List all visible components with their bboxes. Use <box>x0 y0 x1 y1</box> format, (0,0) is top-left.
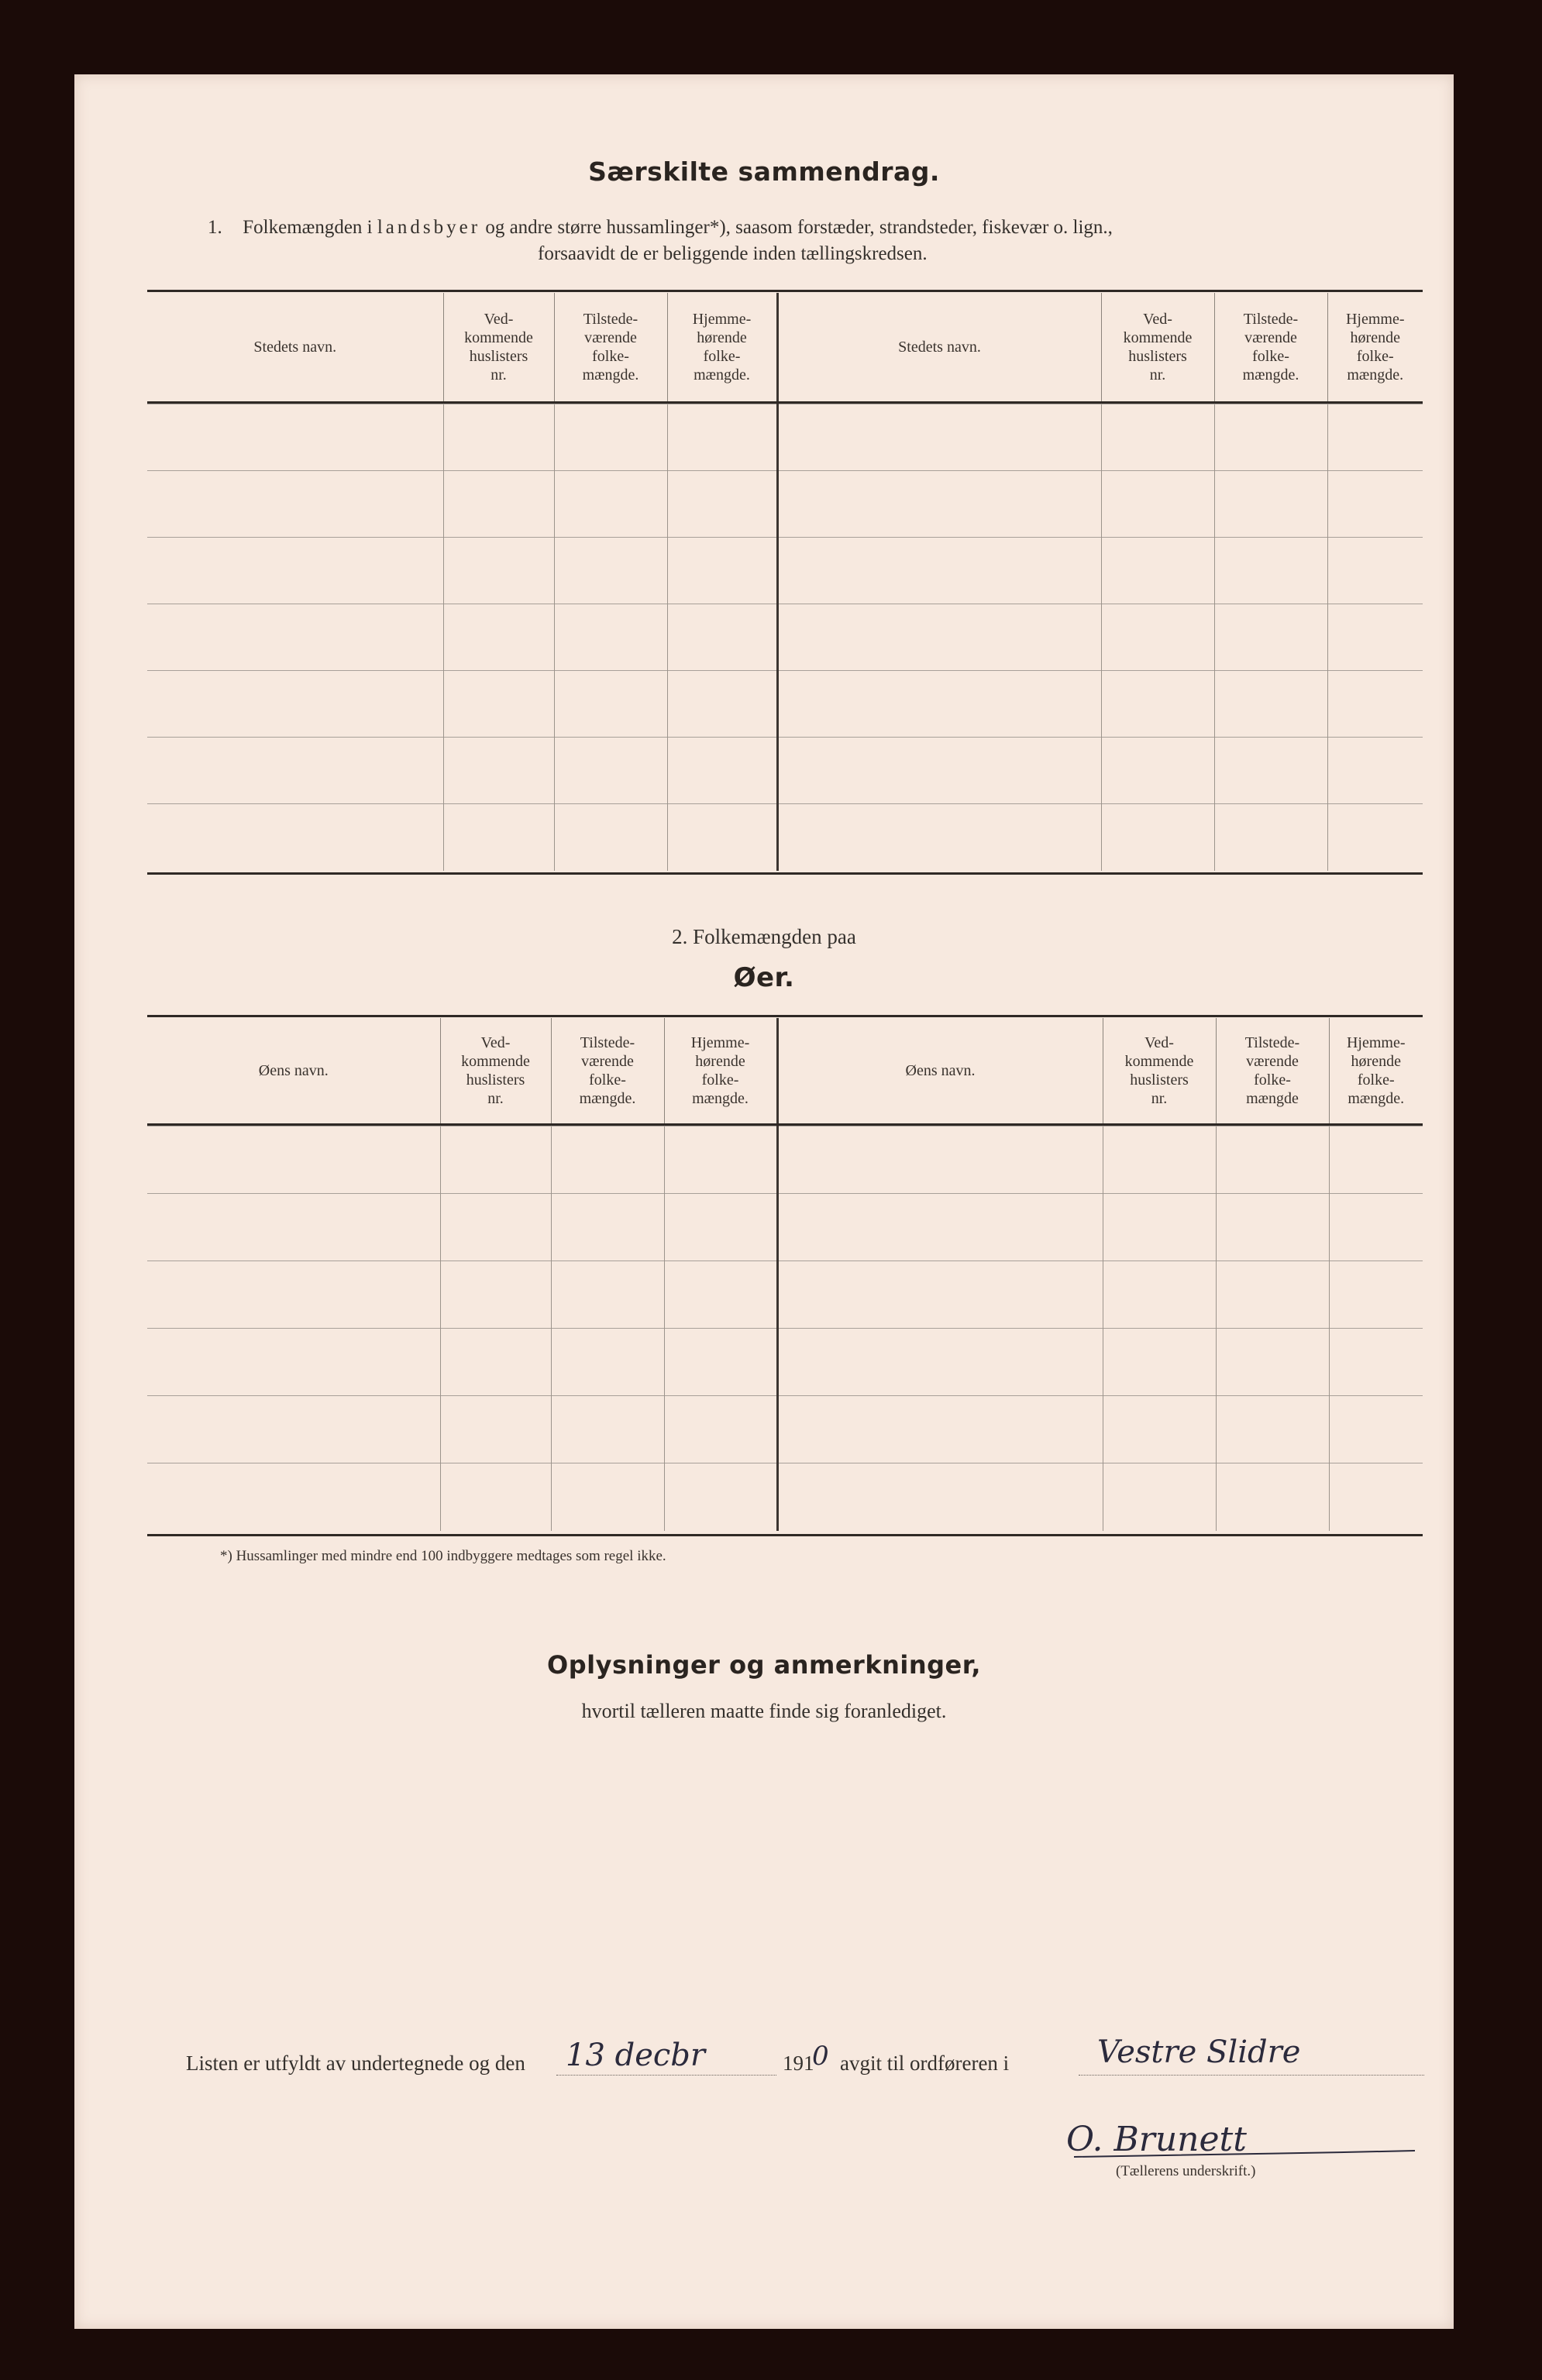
table1-body <box>147 404 1423 871</box>
table-cell[interactable] <box>1327 738 1423 804</box>
column-header-text: Øens navn. <box>905 1062 976 1079</box>
table-cell[interactable] <box>667 471 777 538</box>
table-cell[interactable] <box>147 1329 440 1396</box>
table-cell[interactable] <box>667 738 777 804</box>
table-cell[interactable] <box>443 604 554 671</box>
table-cell[interactable] <box>777 1329 1103 1396</box>
table2-col-huslisters-nr-right <box>1103 1018 1216 1123</box>
section2-subtitle: 2. Folkemængden paa <box>672 925 856 948</box>
table-cell[interactable] <box>147 1126 440 1194</box>
column-header-text: Øens navn. <box>258 1062 329 1079</box>
table-cell[interactable] <box>1216 1261 1329 1329</box>
table-cell[interactable] <box>777 1261 1103 1329</box>
place-handwritten: Vestre Slidre <box>1097 2034 1301 2070</box>
table-row <box>147 1194 1423 1261</box>
table-cell[interactable] <box>1214 804 1327 871</box>
table2-bottom-rule <box>147 1534 1423 1536</box>
table-cell[interactable] <box>1103 1396 1216 1463</box>
table-cell[interactable] <box>147 604 443 671</box>
table-cell[interactable] <box>664 1261 777 1329</box>
column-header-text: Hjemme- hørende folke- mængde. <box>692 311 752 383</box>
table1-top-rule <box>147 290 1423 292</box>
table-cell[interactable] <box>443 404 554 471</box>
column-header-text: Stedets navn. <box>898 339 981 356</box>
table-cell[interactable] <box>664 1463 777 1531</box>
table-row <box>147 1261 1423 1329</box>
table-cell[interactable] <box>1329 1126 1423 1194</box>
table-row <box>147 1463 1423 1531</box>
table-cell[interactable] <box>443 538 554 604</box>
table2-col-oens-navn <box>147 1018 440 1123</box>
date-line <box>556 2075 776 2076</box>
table1-col-hjemmehorende <box>667 293 777 401</box>
table-cell[interactable] <box>440 1329 551 1396</box>
table-cell[interactable] <box>1214 471 1327 538</box>
table1-col-stedets-navn-right <box>777 293 1101 401</box>
table-cell[interactable] <box>1214 738 1327 804</box>
table-cell[interactable] <box>777 604 1101 671</box>
table-cell[interactable] <box>440 1396 551 1463</box>
table-cell[interactable] <box>667 538 777 604</box>
section1-intro-b: og andre større hussamlinger*), saasom forstæder, strandsteder, fiskevær o. lign., <box>485 217 1113 238</box>
table-cell[interactable] <box>147 671 443 738</box>
section1-title: Særskilte sammendrag. <box>588 156 940 187</box>
column-header-text: Hjemme- hørende folke- mængde. <box>690 1034 750 1107</box>
table-cell[interactable] <box>667 804 777 871</box>
table2-col-oens-navn-right <box>777 1018 1103 1123</box>
table-cell[interactable] <box>443 804 554 871</box>
table-cell[interactable] <box>1214 404 1327 471</box>
table-cell[interactable] <box>1101 738 1214 804</box>
table-cell[interactable] <box>1327 404 1423 471</box>
table-cell[interactable] <box>440 1463 551 1531</box>
table-cell[interactable] <box>551 1463 664 1531</box>
section1-intro-a: Folkemængden i <box>243 217 373 238</box>
table-row <box>147 671 1423 738</box>
census-form-page <box>74 74 1454 2329</box>
table-cell[interactable] <box>1327 804 1423 871</box>
table-row <box>147 1126 1423 1194</box>
table-cell[interactable] <box>147 404 443 471</box>
table-cell[interactable] <box>551 1329 664 1396</box>
table1-col-tilstedevaerende <box>554 293 667 401</box>
table-cell[interactable] <box>551 1261 664 1329</box>
table-cell[interactable] <box>1327 604 1423 671</box>
table-cell[interactable] <box>147 471 443 538</box>
signature-text-b: avgit til ordføreren i <box>840 2052 1010 2075</box>
table-row <box>147 804 1423 871</box>
column-header-text: Hjemme- hørende folke- mængde. <box>1346 1034 1406 1107</box>
table-cell[interactable] <box>1214 604 1327 671</box>
table-cell[interactable] <box>664 1126 777 1194</box>
column-header-text: Ved- kommende huslisters nr. <box>464 311 533 383</box>
table-cell[interactable] <box>667 604 777 671</box>
table-cell[interactable] <box>440 1194 551 1261</box>
table-cell[interactable] <box>777 471 1101 538</box>
table-cell[interactable] <box>1329 1463 1423 1531</box>
signature-text-a: Listen er utfyldt av undertegnede og den <box>186 2052 525 2075</box>
table1-header <box>147 293 1423 401</box>
column-header-text: Tilstede- værende folke- mængde <box>1244 1034 1300 1107</box>
table-cell[interactable] <box>664 1396 777 1463</box>
table-cell[interactable] <box>1216 1396 1329 1463</box>
section2-title: Øer. <box>733 962 795 993</box>
table-cell[interactable] <box>1101 404 1214 471</box>
table2-header <box>147 1018 1423 1123</box>
table-cell[interactable] <box>1101 538 1214 604</box>
table-cell[interactable] <box>147 738 443 804</box>
remarks-subtitle: hvortil tælleren maatte finde sig foranlediget. <box>581 1700 947 1722</box>
table-cell[interactable] <box>554 538 667 604</box>
remarks-title: Oplysninger og anmerkninger, <box>547 1650 981 1680</box>
table-row <box>147 404 1423 471</box>
table1-bottom-rule <box>147 872 1423 875</box>
table-cell[interactable] <box>1327 471 1423 538</box>
table1-col-stedets-navn <box>147 293 443 401</box>
table1-col-huslisters-nr <box>443 293 554 401</box>
table-cell[interactable] <box>147 1396 440 1463</box>
table-cell[interactable] <box>1103 1261 1216 1329</box>
section1-intro-line2: forsaavidt de er beliggende inden tællingskredsen. <box>538 243 928 264</box>
table-cell[interactable] <box>777 1194 1103 1261</box>
table-cell[interactable] <box>1329 1329 1423 1396</box>
enumerator-signature: O. Brunett <box>1066 2120 1247 2159</box>
table-cell[interactable] <box>1329 1194 1423 1261</box>
signature-caption: (Tællerens underskrift.) <box>1116 2163 1256 2179</box>
table-cell[interactable] <box>147 1261 440 1329</box>
table-cell[interactable] <box>777 1396 1103 1463</box>
table1-col-hjemmehorende-right <box>1327 293 1423 401</box>
table-cell[interactable] <box>1103 1126 1216 1194</box>
table-cell[interactable] <box>147 1463 440 1531</box>
table-cell[interactable] <box>554 604 667 671</box>
table-cell[interactable] <box>147 538 443 604</box>
table-cell[interactable] <box>554 404 667 471</box>
section1-number: 1. <box>208 217 222 238</box>
table-row <box>147 471 1423 538</box>
signature-flourish <box>1058 2124 1423 2163</box>
table-cell[interactable] <box>777 671 1101 738</box>
table-cell[interactable] <box>1327 671 1423 738</box>
year-prefix: 191 <box>783 2052 814 2075</box>
section1-intro-line1 <box>208 217 1113 239</box>
table2-col-huslisters-nr <box>440 1018 551 1123</box>
table-cell[interactable] <box>551 1396 664 1463</box>
table2-col-tilstedevaerende <box>551 1018 664 1123</box>
table-row <box>147 1329 1423 1396</box>
column-header-text: Stedets navn. <box>253 339 337 356</box>
table2-top-rule <box>147 1015 1423 1017</box>
table-cell[interactable] <box>443 471 554 538</box>
table-cell[interactable] <box>1329 1261 1423 1329</box>
table-cell[interactable] <box>777 404 1101 471</box>
column-header-text: Tilstede- værende folke- mængde. <box>1242 311 1299 383</box>
table-cell[interactable] <box>1101 471 1214 538</box>
table2-body <box>147 1126 1423 1531</box>
year-handwritten: 0 <box>812 2041 829 2072</box>
table2-col-hjemmehorende <box>664 1018 777 1123</box>
table-cell[interactable] <box>1101 671 1214 738</box>
column-header-text: Tilstede- værende folke- mængde. <box>582 311 639 383</box>
table-row <box>147 604 1423 671</box>
table-cell[interactable] <box>147 1194 440 1261</box>
table-cell[interactable] <box>777 738 1101 804</box>
table-cell[interactable] <box>1216 1329 1329 1396</box>
table-cell[interactable] <box>443 738 554 804</box>
column-header-text: Ved- kommende huslisters nr. <box>1123 311 1193 383</box>
table-cell[interactable] <box>664 1194 777 1261</box>
table-cell[interactable] <box>440 1126 551 1194</box>
table-cell[interactable] <box>1101 804 1214 871</box>
table-cell[interactable] <box>554 738 667 804</box>
place-line <box>1079 2075 1424 2076</box>
table-cell[interactable] <box>1103 1194 1216 1261</box>
table-cell[interactable] <box>1216 1463 1329 1531</box>
table2-col-hjemmehorende-right <box>1329 1018 1423 1123</box>
table-cell[interactable] <box>1216 1126 1329 1194</box>
table-cell[interactable] <box>1214 538 1327 604</box>
column-header-text: Ved- kommende huslisters nr. <box>1124 1034 1194 1107</box>
footnote: *) Hussamlinger med mindre end 100 indbyggere medtages som regel ikke. <box>220 1548 666 1564</box>
table-cell[interactable] <box>440 1261 551 1329</box>
table1-col-huslisters-nr-right <box>1101 293 1214 401</box>
table1-col-tilstedevaerende-right <box>1214 293 1327 401</box>
table-cell[interactable] <box>554 471 667 538</box>
table2-col-tilstedevaerende-right <box>1216 1018 1329 1123</box>
table-cell[interactable] <box>443 671 554 738</box>
table-cell[interactable] <box>1101 604 1214 671</box>
table-cell[interactable] <box>1103 1329 1216 1396</box>
column-header-text: Hjemme- hørende folke- mængde. <box>1345 311 1405 383</box>
table-cell[interactable] <box>554 804 667 871</box>
table-cell[interactable] <box>777 1126 1103 1194</box>
table-row <box>147 1396 1423 1463</box>
table-row <box>147 538 1423 604</box>
table-cell[interactable] <box>147 804 443 871</box>
table-cell[interactable] <box>664 1329 777 1396</box>
column-header-text: Ved- kommende huslisters nr. <box>461 1034 530 1107</box>
table-cell[interactable] <box>1329 1396 1423 1463</box>
table-cell[interactable] <box>777 1463 1103 1531</box>
column-header-text: Tilstede- værende folke- mængde. <box>579 1034 636 1107</box>
table-cell[interactable] <box>551 1126 664 1194</box>
table-cell[interactable] <box>554 671 667 738</box>
table-cell[interactable] <box>1214 671 1327 738</box>
table-cell[interactable] <box>777 804 1101 871</box>
table-cell[interactable] <box>667 404 777 471</box>
date-handwritten: 13 decbr <box>566 2038 706 2073</box>
table-cell[interactable] <box>667 671 777 738</box>
table-cell[interactable] <box>1327 538 1423 604</box>
section1-intro-spaced: landsbyer <box>377 217 481 238</box>
table-cell[interactable] <box>551 1194 664 1261</box>
table-cell[interactable] <box>1216 1194 1329 1261</box>
table-row <box>147 738 1423 804</box>
table-cell[interactable] <box>777 538 1101 604</box>
table-cell[interactable] <box>1103 1463 1216 1531</box>
